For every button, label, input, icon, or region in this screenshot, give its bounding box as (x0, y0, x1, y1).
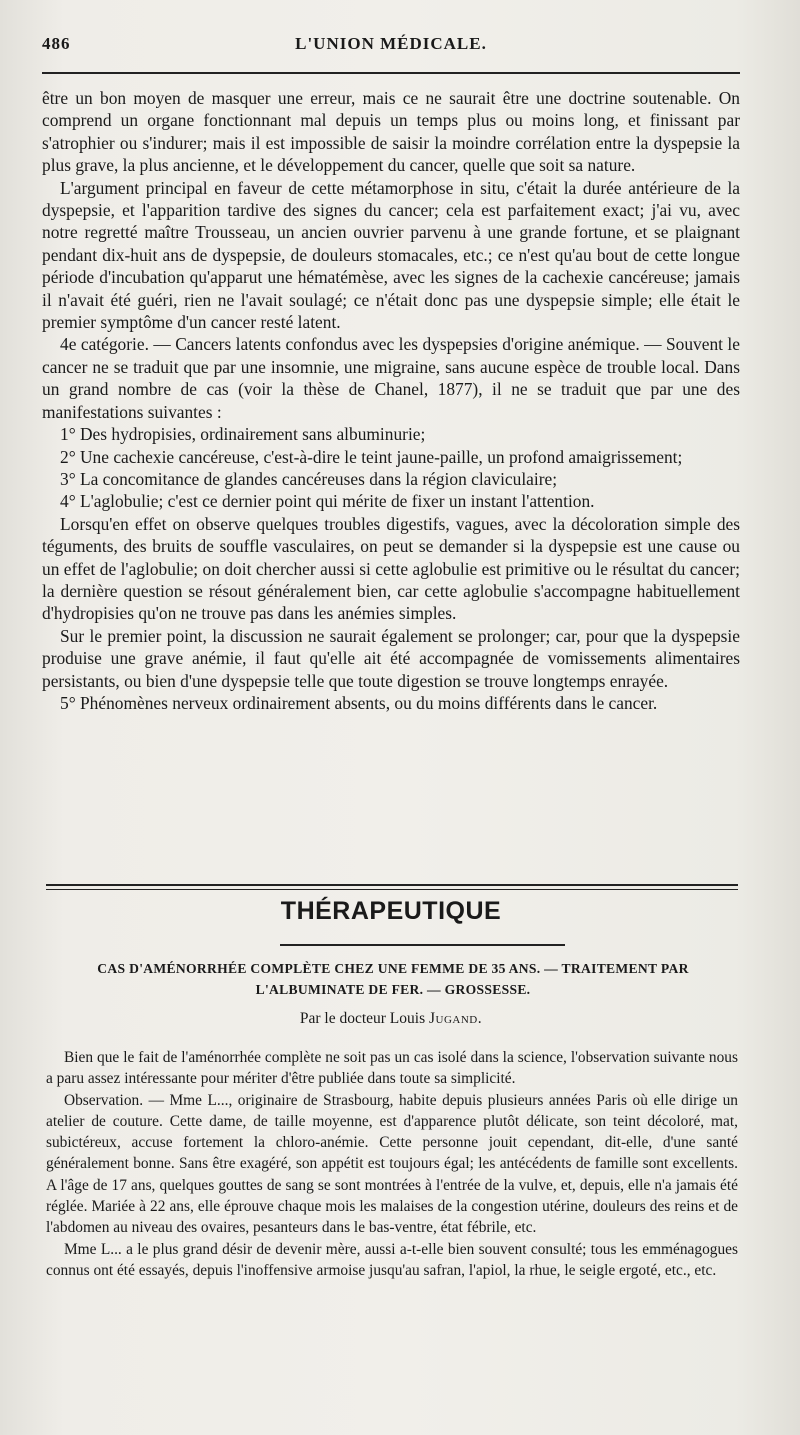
section-rule-thin (46, 889, 738, 890)
paragraph: Bien que le fait de l'aménorrhée complète ne soit pas un cas isolé dans la science, l'observation suivante nous a paru assez intéressante pour mériter d'être publiée dans toute sa simplicité. (46, 1049, 738, 1088)
paragraph: Mme L... a le plus grand désir de devenir mère, aussi a-t-elle bien souvent consulté; tous les emménagogues connus ont été essayés, depuis l'inoffensive armoise jusqu'au safran, l'apiol, la rhue, le seigle ergoté, etc., etc. (46, 1240, 738, 1279)
page-number: 486 (42, 34, 71, 53)
paragraph: L'argument principal en faveur de cette métamorphose in situ, c'était la durée antérieure de la dyspepsie, et l'apparition tardive des signes du cancer; cela est parfaitement exact; j'ai vu, avec notre regretté maître Trousseau, un ancien ouvrier parvenu à une grande fortune, et se plaignant pendant dix-huit ans de dyspepsie, de douleurs stomacales, etc.; ce n'est qu'au bout de cette longue période d'incubation qu'apparut une hématémèse, avec les signes de la cachexie cancéreuse; jamais il n'avait été guéri, rien ne l'avait soulagé; ce n'était donc pas une dyspepsie simple; elle était le premier symptôme d'un cancer resté latent. (42, 177, 740, 333)
list-item: 4° L'aglobulie; c'est ce dernier point qui mérite de fixer un instant l'attention. (60, 491, 595, 512)
author-name: Jugand. (429, 1010, 483, 1027)
text-block-lower (46, 1047, 738, 1281)
list-item: 2° Une cachexie cancéreuse, c'est-à-dire le teint jaune-paille, un profond amaigrissement; (60, 446, 683, 467)
running-head (42, 34, 740, 58)
paragraph: être un bon moyen de masquer une erreur, mais ce ne saurait être une doctrine soutenable. On comprend un organe fonctionnant mal depuis un temps plus ou moins long, et finissant par s'atrophier ou s'indurer; mais il est impossible de saisir la moindre corrélation entre la dyspepsie la plus grave, la plus ancienne, et le développement du cancer, quelle que soit sa nature. (42, 88, 740, 176)
paragraph: Lorsqu'en effet on observe quelques troubles digestifs, vagues, avec la décoloration simple des téguments, des bruits de souffle vasculaires, on peut se demander si la dyspepsie est une cause ou un effet de l'aglobulie; on doit chercher aussi si cette aglobulie est primitive ou le résultat du cancer; la dernière question se résout généralement bien, car cette aglobulie s'accompagne habituellement d'hydropisies qu'on ne trouve pas dans les anémies simples. (42, 513, 740, 624)
section-rule (46, 884, 738, 886)
article-title-line-2: L'ALBUMINATE DE FER. — GROSSESSE. (255, 982, 531, 997)
paragraph: Sur le premier point, la discussion ne saurait également se prolonger; car, pour que la dyspepsie produise une grave anémie, il faut qu'elle ait été accompagnée de vomissements alimentaires persistants, ou bien d'une dyspepsie telle que toute digestion se trouve longtemps enrayée. (42, 625, 740, 691)
article-title-line-1: CAS D'AMÉNORRHÉE COMPLÈTE CHEZ UNE FEMME DE 35 ANS. — TRAITEMENT PAR (97, 961, 689, 976)
list-item: 1° Des hydropisies, ordinairement sans albuminurie; (60, 424, 426, 445)
article-title (52, 958, 734, 1000)
section-title: THÉRAPEUTIQUE (280, 897, 502, 925)
article-author (42, 1010, 740, 1028)
list-item: 5° Phénomènes nerveux ordinairement absents, ou du moins différents dans le cancer. (60, 692, 658, 713)
paragraph: Observation. — Mme L..., originaire de Strasbourg, habite depuis plusieurs années Paris où elle dirige un atelier de couture. Cette dame, de taille moyenne, est d'apparence plutôt délicate, son teint décoloré, mat, subictéreux, accuse fortement la chloro-anémie. Cette personne jouit cependant, dit-elle, d'une santé généralement bonne. Sans être exagéré, son appétit est toujours égal; les antécédents de famille sont excellents. A l'âge de 17 ans, quelques gouttes de sang se sont montrées à l'entrée de la vulve, et, depuis, elle n'a jamais été réglée. Mariée à 22 ans, elle éprouve chaque mois les malaises de la congestion utérine, douleurs des reins et de l'abdomen au niveau des ovaires, pesanteurs dans le bas-ventre, état fébrile, etc. (46, 1091, 738, 1237)
list-item: 3° La concomitance de glandes cancéreuses dans la région claviculaire; (60, 468, 558, 489)
section-title-underline (280, 944, 565, 946)
journal-title: L'UNION MÉDICALE. (295, 34, 487, 53)
author-prefix: Par le docteur Louis (299, 1010, 429, 1027)
paragraph: 4e catégorie. — Cancers latents confondus avec les dyspepsies d'origine anémique. — Souvent le cancer ne se traduit que par une insomnie, une migraine, sans aucune espèce de trouble local. Dans un grand nombre de cas (voir la thèse de Chanel, 1877), il ne se traduit que par une des manifestations suivantes : (42, 334, 740, 422)
text-block-upper (42, 87, 740, 714)
header-rule (42, 72, 740, 74)
